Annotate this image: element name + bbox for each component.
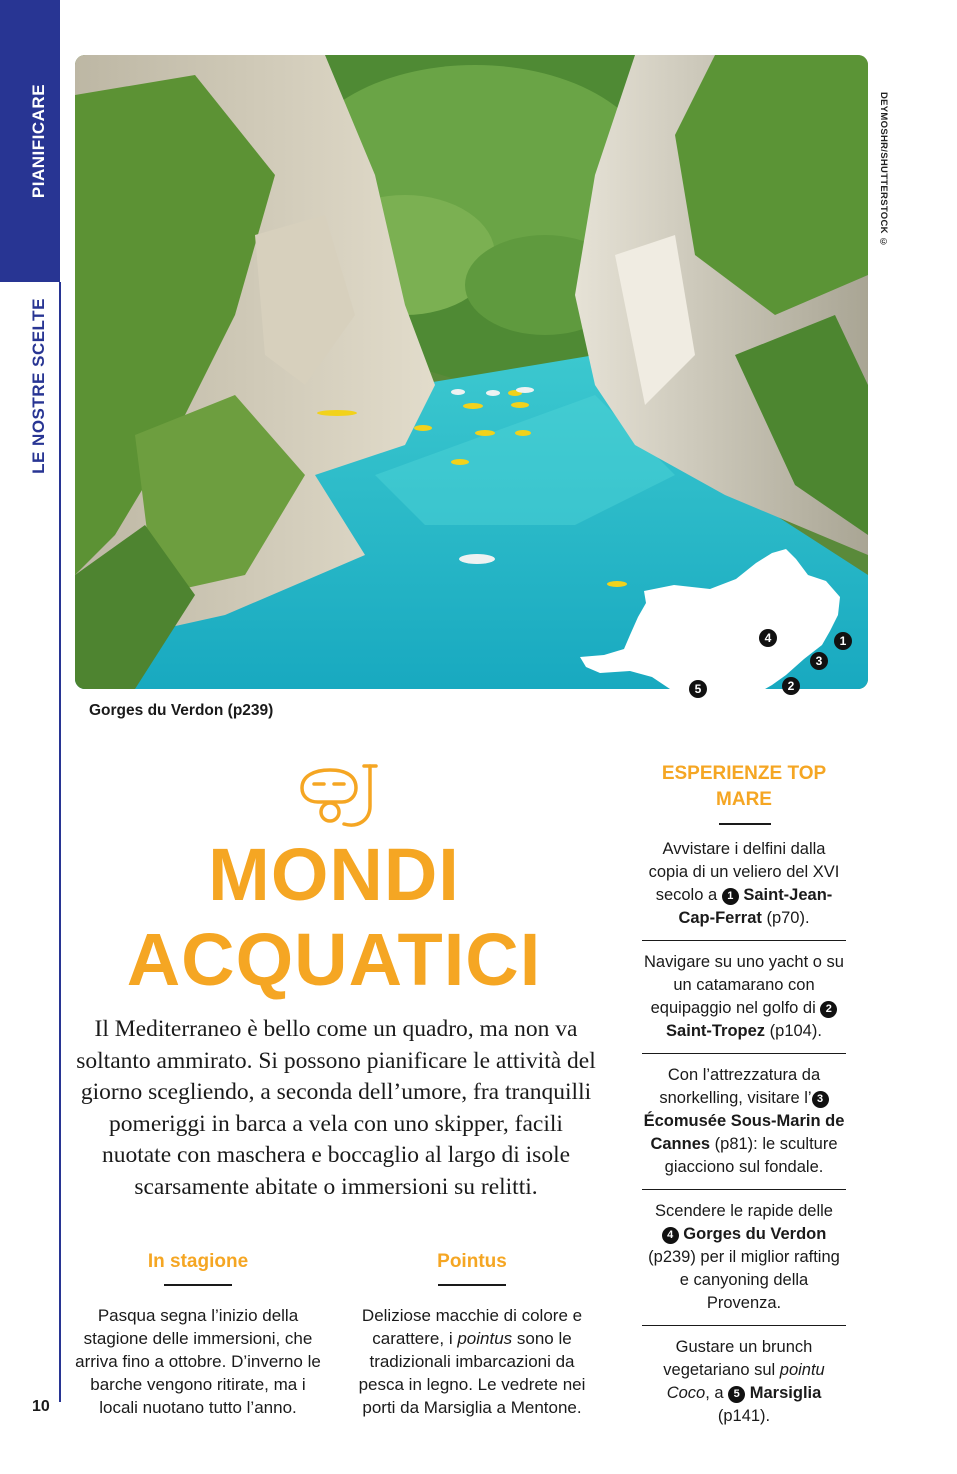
experiences-title-rule <box>719 823 771 825</box>
experience-item-4: Scendere le rapide delle 4 Gorges du Verdon (p239) per il miglior rafting e canyoning della Provenza. <box>648 1202 840 1312</box>
snorkel-mask-icon <box>294 762 380 832</box>
marker-1-badge: 1 <box>722 888 739 905</box>
map-marker-4: 4 <box>759 629 777 647</box>
intro-paragraph: Il Mediterraneo è bello come un quadro, ma non va soltanto ammirato. Si possono pianificare le attività del giorno scegliendo, a seconda dell’umore, fra tranquilli pomeriggi in barca a vela con uno skipper, facili nuotate con maschera e boccaglio al largo di isole scarsamente abitate o immersioni su relitti. <box>76 1016 596 1200</box>
box-rule-season <box>164 1284 232 1286</box>
experience-divider <box>642 940 846 941</box>
box-title-season: In stagione <box>147 1251 249 1272</box>
experience-item-1: Avvistare i delfini dalla copia di un veliero del XVI secolo a 1 Saint-Jean-Cap-Ferrat (p70). <box>648 840 840 927</box>
main-title-line2: ACQUATICI <box>126 918 542 1001</box>
experience-divider <box>642 1053 846 1054</box>
map-marker-1: 1 <box>834 632 852 650</box>
photo-caption: Gorges du Verdon (p239) <box>89 702 274 719</box>
main-title-line1: MONDI <box>208 833 460 916</box>
experience-divider <box>642 1189 846 1190</box>
provence-map-shape <box>560 545 880 720</box>
map-marker-5: 5 <box>689 680 707 698</box>
experiences-title: ESPERIENZE TOP MARE <box>661 763 827 810</box>
section-tab <box>0 0 60 282</box>
experience-item-2: Navigare su uno yacht o su un catamarano con equipaggio nel golfo di 2 Saint-Tropez (p104). <box>644 953 844 1040</box>
box-text-pointus: Deliziose macchie di colore e carattere, i pointus sono le tradizionali imbarcazioni da pesca in legno. Le vedrete nei porti da Marsiglia a Mentone. <box>358 1306 586 1417</box>
experience-divider <box>642 1325 846 1326</box>
experience-item-3: Con l’attrezzatura da snorkelling, visitare l’ 3 Écomusée Sous-Marin de Cannes (p81): le sculture giacciono sul fondale. <box>643 1066 845 1176</box>
map-marker-3: 3 <box>810 652 828 670</box>
experience-item-5: Gustare un brunch vegetariano sul pointu Coco, a 5 Marsiglia (p141). <box>663 1338 825 1425</box>
map-marker-2: 2 <box>782 677 800 695</box>
box-rule-pointus <box>438 1284 506 1286</box>
box-text-season: Pasqua segna l’inizio della stagione delle immersioni, che arriva fino a ottobre. D’inverno le barche vengono ritirate, ma i locali nuotano tutto l’anno. <box>75 1306 321 1417</box>
marker-3-badge: 3 <box>812 1091 829 1108</box>
subsection-label: LE NOSTRE SCELTE <box>29 298 48 474</box>
marker-2-badge: 2 <box>820 1001 837 1018</box>
marker-4-badge: 4 <box>662 1227 679 1244</box>
photo-credit: DEYMOSHR/SHUTTERSTOCK © <box>878 92 889 249</box>
marker-5-badge: 5 <box>728 1386 745 1403</box>
section-tab-label: PIANIFICARE <box>29 83 48 199</box>
box-title-pointus: Pointus <box>437 1251 507 1272</box>
locator-map <box>560 545 880 720</box>
page-number: 10 <box>32 1398 50 1415</box>
